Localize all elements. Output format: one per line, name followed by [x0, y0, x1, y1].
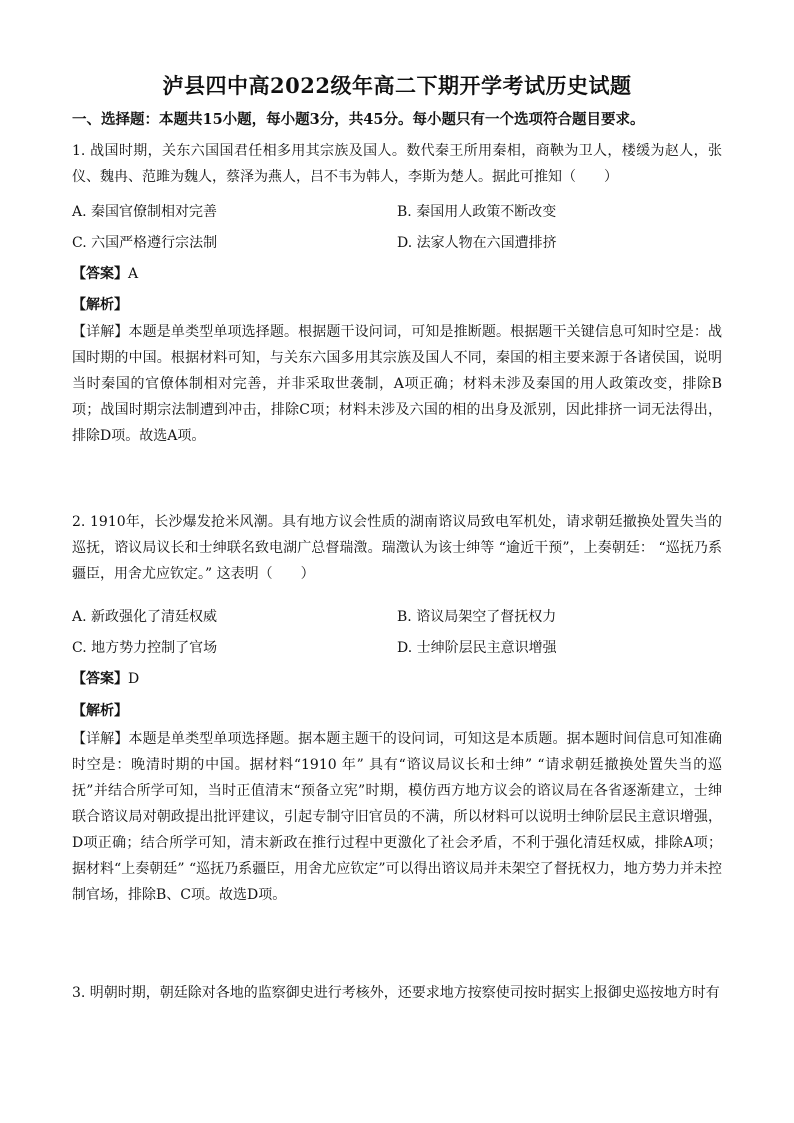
question-2-analysis-label: 【解析】	[72, 703, 128, 719]
answer-value: D	[128, 671, 140, 687]
question-stem-text: 2. 1910年，长沙爆发抢米风潮。具有地方议会性质的湖南谘议局致电军机处，请求朝廷撤换处置失当的巡抚，谘议局议长和士绅联名致电湖广总督瑞澂。瑞澂认为该士绅等 “逾近干预”，上奏朝廷： “巡抚乃系疆臣，用舍尤应钦定。” 这表明（ ）	[72, 514, 722, 582]
question-1-option-d: D. 法家人物在六国遭排挤	[397, 235, 557, 251]
detail-text: 【详解】本题是单类型单项选择题。根据题干设问词，可知是推断题。根据题干关键信息可知时空是：战国时期的中国。根据材料可知，与关东六国多用其宗族及国人不同，秦国的相主要来源于各诸侯国，说明当时秦国的官僚体制相对完善，并非采取世袭制，A项正确；材料未涉及秦国的用人政策改变，排除B项；战国时期宗法制遭到冲击，排除C项；材料未涉及六国的相的出身及派别，因此排挤一词无法得出，排除D项。故选A项。	[72, 324, 722, 444]
question-stem-text: 3. 明朝时期，朝廷除对各地的监察御史进行考核外，还要求地方按察使司按时据实上报御史巡按地方时有	[72, 985, 720, 1001]
detail-text: 【详解】本题是单类型单项选择题。据本题主题干的设问词，可知这是本质题。据本题时间信息可知准确时空是：晚清时期的中国。据材料“1910 年” 具有“谘议局议长和士绅” “请求朝廷撤换处置失当的巡抚”并结合所学可知，当时正值清末“预备立宪”时期，模仿西方地方议会的谘议局在各省逐渐建立，士绅联合谘议局对朝政提出批评建议，引起专制守旧官员的不满，所以材料可以说明士绅阶层民主意识增强，D项正确；结合所学可知，清末新政在推行过程中更激化了社会矛盾，不利于强化清廷权威，排除A项；据材料“上奏朝廷” “巡抚乃系疆臣，用舍尤应钦定”可以得出谘议局并未架空了督抚权力，地方势力并未控制官场，排除B、C项。故选D项。	[72, 731, 722, 903]
question-2-option-c: C. 地方势力控制了官场	[72, 640, 218, 656]
question-stem-text: 1. 战国时期，关东六国国君任相多用其宗族及国人。数代秦王所用秦相，商鞅为卫人，楼缓为赵人，张仪、魏冉、范雎为魏人，蔡泽为燕人，吕不韦为韩人，李斯为楚人。据此可推知（ ）	[72, 143, 722, 185]
question-3-stem	[72, 980, 722, 1006]
answer-label: 【答案】	[72, 266, 128, 282]
question-1-option-c: C. 六国严格遵行宗法制	[72, 235, 218, 251]
page-title: 泸县四中高2022级年高二下期开学考试历史试题	[162, 73, 632, 98]
question-1-stem	[72, 138, 722, 190]
question-1-option-b: B. 秦国用人政策不断改变	[397, 204, 557, 220]
answer-value: A	[128, 266, 139, 282]
question-1-option-a: A. 秦国官僚制相对完善	[72, 204, 218, 220]
answer-label: 【答案】	[72, 671, 128, 687]
question-1-analysis-label: 【解析】	[72, 297, 128, 313]
question-2-option-b: B. 谘议局架空了督抚权力	[397, 609, 557, 625]
section-header: 一、选择题：本题共15小题，每小题3分，共45分。每小题只有一个选项符合题目要求。	[72, 111, 645, 128]
question-2-stem	[72, 509, 722, 587]
question-1-detail	[72, 319, 722, 449]
question-2-detail	[72, 726, 722, 908]
question-2-option-a: A. 新政强化了清廷权威	[72, 609, 218, 625]
question-2-option-d: D. 士绅阶层民主意识增强	[397, 640, 557, 656]
question-1-answer	[72, 263, 138, 283]
question-2-answer	[72, 668, 139, 688]
